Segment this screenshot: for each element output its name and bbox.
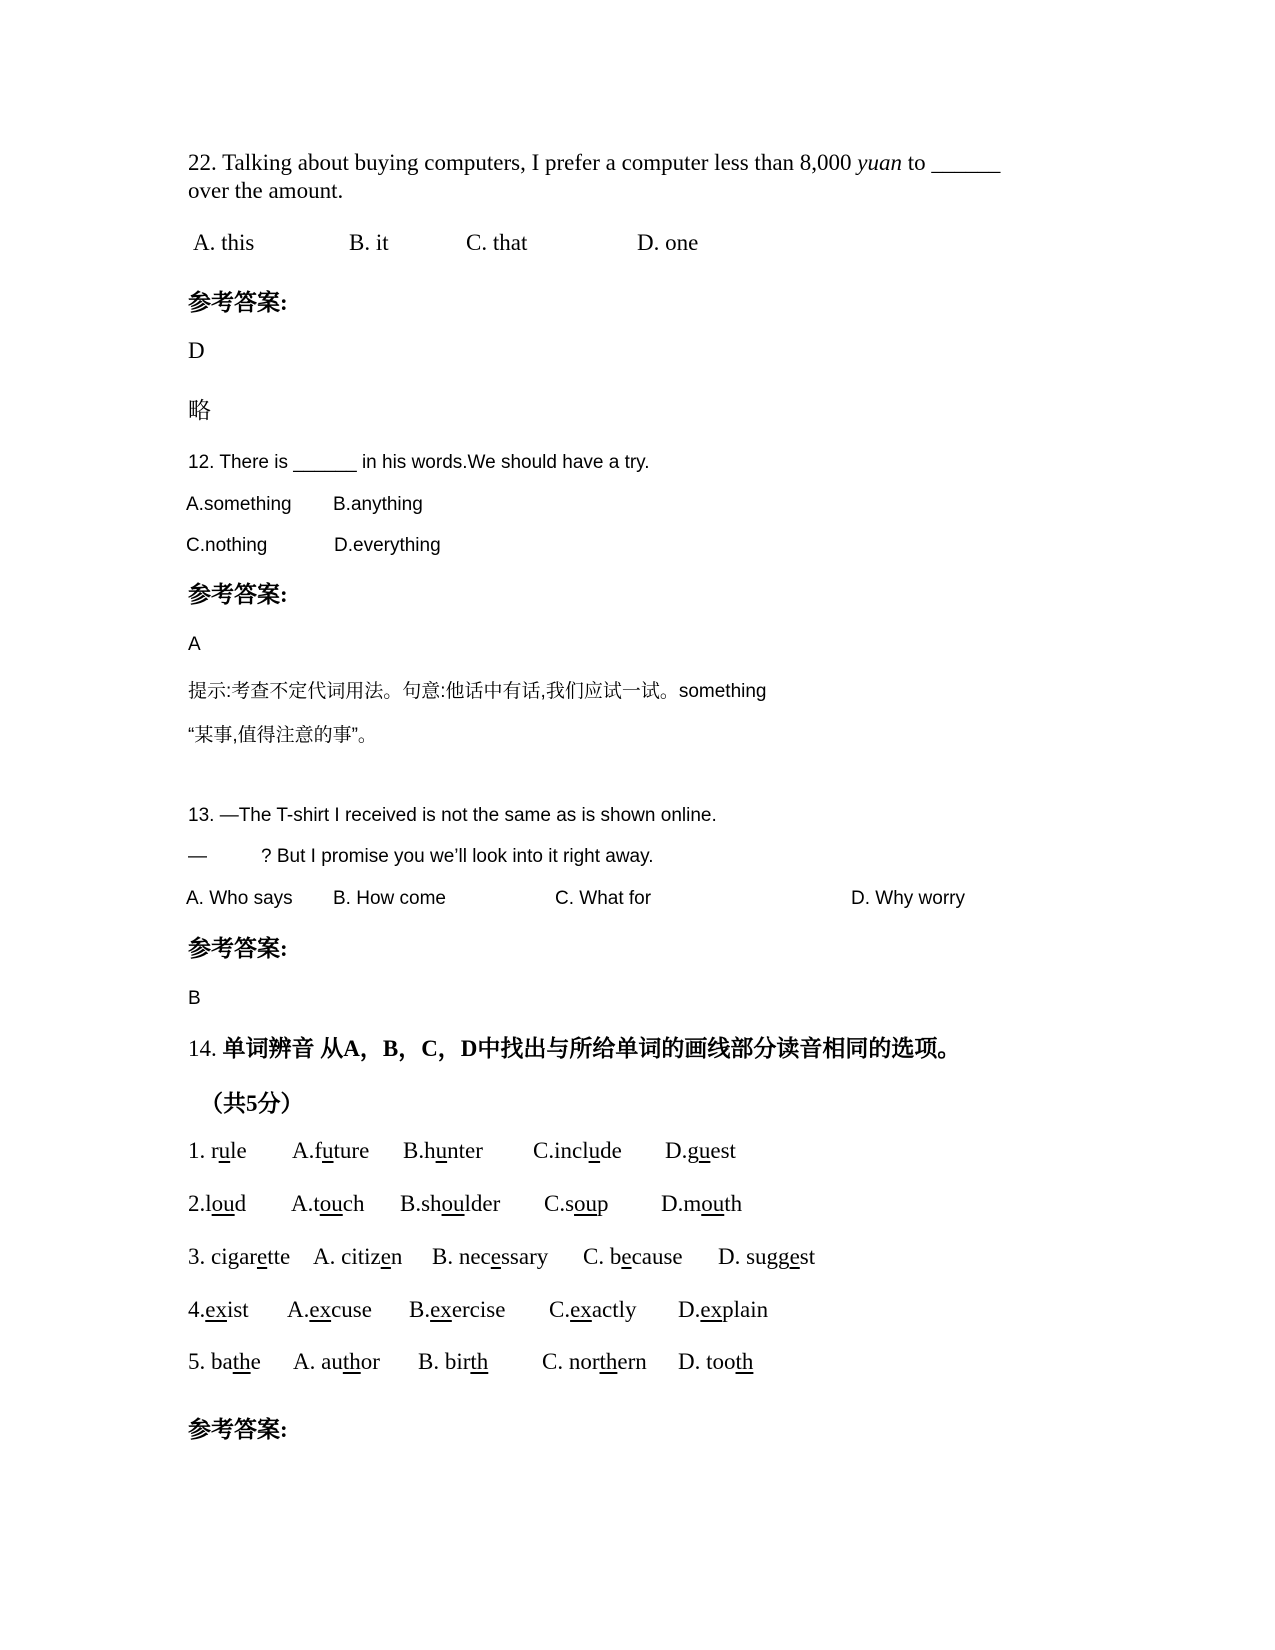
q14-word-3-option-d [718,1244,815,1270]
underlined-letters: e [621,1244,632,1269]
q12-stem-blank: ______ [293,452,357,473]
word-suffix: cause [631,1244,683,1269]
word-prefix: B. bir [418,1349,471,1374]
word-prefix: A. au [293,1349,343,1374]
underlined-letters: ex [205,1297,227,1322]
word-prefix: C.incl [533,1138,589,1163]
q14-word-5-option-d [678,1349,753,1375]
word-suffix: tte [267,1244,291,1269]
q12-stem [188,452,650,474]
underlined-letters: ou [211,1191,235,1216]
word-suffix: est [710,1138,736,1163]
q22-stem-text: 22. Talking about buying computers, I prefer a computer less than 8,000 [188,150,858,175]
word-suffix: plain [722,1297,769,1322]
q14-word-3-option-c [583,1244,683,1270]
underlined-letters: th [470,1349,489,1374]
word-suffix: de [600,1138,622,1163]
word-prefix: A.f [292,1138,323,1163]
word-prefix: 4. [188,1297,206,1322]
word-suffix: ercise [451,1297,506,1322]
q22-stem-line1 [188,150,1000,176]
q12-option-c: C.nothing [186,535,268,556]
q14-word-4-option-d [678,1297,768,1323]
underlined-letters: ou [701,1191,725,1216]
q14-word-2-option-c [544,1191,609,1217]
word-prefix: B.h [403,1138,436,1163]
q22-option-d: D. one [637,230,699,255]
q14-word-3-option-b [432,1244,548,1270]
word-suffix: nter [447,1138,483,1163]
word-suffix: ist [226,1297,249,1322]
underlined-letters: u [698,1138,711,1163]
q14-number: 14. [188,1036,223,1061]
q14-subtitle: （共5分） [200,1091,304,1116]
word-prefix: D. sugg [718,1244,790,1269]
q12-option-a: A.something [186,494,292,515]
q13-stem-line1: 13. —The T-shirt I received is not the same as is shown online. [188,805,717,826]
q14-word-2 [188,1191,246,1217]
q12-hint-line1: 提示:考查不定代词用法。句意:他话中有话,我们应试一试。something [188,681,767,702]
word-prefix: A.t [291,1191,320,1216]
q22-option-a: A. this [193,230,255,255]
q22-explanation: 略 [188,398,211,423]
word-prefix: A. [287,1297,310,1322]
word-suffix: st [799,1244,816,1269]
word-suffix: actly [591,1297,637,1322]
word-prefix: 5. ba [188,1349,233,1374]
q13-answer: B [188,988,201,1009]
word-prefix: D. too [678,1349,736,1374]
word-suffix: ch [342,1191,365,1216]
underlined-letters: ex [570,1297,592,1322]
q14-word-2-option-b [400,1191,500,1217]
q14-word-1 [188,1138,247,1164]
q14-word-5 [188,1349,261,1375]
underlined-letters: e [256,1244,268,1269]
q14-word-1-option-d [665,1138,736,1164]
word-prefix: 3. cigar [188,1244,257,1269]
q22-answer: D [188,338,205,363]
underlined-letters: ex [430,1297,452,1322]
q12-stem-rest: in his words.We should have a try. [356,452,650,473]
word-suffix: ern [617,1349,647,1374]
word-suffix: ture [333,1138,370,1163]
q14-word-3 [188,1244,290,1270]
q14-title-text: 单词辨音 从A，B，C，D中找出与所给单词的画线部分读音相同的选项。 [222,1036,961,1061]
q14-word-5-option-c [542,1349,647,1375]
word-suffix: or [360,1349,380,1374]
q13-stem-line2 [188,846,654,868]
word-prefix: D. [678,1297,701,1322]
q13-option-b: B. How come [333,888,446,909]
q22-answer-label: 参考答案: [188,290,288,315]
q14-title [188,1030,960,1063]
word-prefix: 2.l [188,1191,212,1216]
q14-word-1-option-b [403,1138,483,1164]
q14-word-2-option-a [291,1191,364,1217]
underlined-letters: e [380,1244,391,1269]
q14-answer-label: 参考答案: [188,1417,288,1442]
q12-answer-label: 参考答案: [188,582,288,607]
q14-word-5-option-b [418,1349,488,1375]
underlined-letters: th [342,1349,361,1374]
word-suffix: d [234,1191,247,1216]
q14-word-4-option-a [287,1297,372,1323]
q22-stem-italic: yuan [857,150,902,175]
q14-word-4-option-c [549,1297,637,1323]
underlined-letters: u [588,1138,601,1163]
word-suffix: lder [464,1191,501,1216]
underlined-letters: ex [700,1297,723,1322]
q14-word-4-option-b [409,1297,505,1323]
underlined-letters: ex [309,1297,332,1322]
q13-answer-label: 参考答案: [188,936,288,961]
q12-stem-text: 12. There is [188,452,294,473]
q14-word-1-option-a [292,1138,369,1164]
underlined-letters: u [435,1138,448,1163]
underlined-letters: ou [319,1191,343,1216]
q22-stem-line2: over the amount. [188,178,344,203]
word-suffix: le [230,1138,247,1163]
word-suffix: th [724,1191,743,1216]
q14-word-4 [188,1297,249,1323]
word-prefix: C.s [544,1191,575,1216]
q12-hint-line2: “某事,值得注意的事”。 [188,725,377,746]
word-suffix: p [597,1191,609,1216]
word-prefix: C. nor [542,1349,600,1374]
word-prefix: C. b [583,1244,622,1269]
q13-option-a: A. Who says [186,888,293,909]
q14-word-5-option-a [293,1349,380,1375]
word-suffix: ssary [500,1244,549,1269]
word-suffix: n [390,1244,403,1269]
q12-answer: A [188,634,201,655]
word-prefix: B.sh [400,1191,442,1216]
q22-option-c: C. that [466,230,528,255]
word-prefix: C. [549,1297,571,1322]
underlined-letters: u [322,1138,334,1163]
underlined-letters: e [490,1244,501,1269]
q14-word-3-option-a [313,1244,402,1270]
word-suffix: e [250,1349,261,1374]
word-suffix: cuse [331,1297,372,1322]
q22-option-b: B. it [349,230,389,255]
word-prefix: A. citiz [313,1244,381,1269]
q12-option-d: D.everything [334,535,441,556]
word-prefix: 1. r [188,1138,219,1163]
underlined-letters: e [789,1244,800,1269]
word-prefix: B. nec [432,1244,491,1269]
underlined-letters: u [218,1138,231,1163]
q14-word-1-option-c [533,1138,622,1164]
underlined-letters: th [599,1349,618,1374]
q13-option-d: D. Why worry [851,888,965,909]
underlined-letters: ou [441,1191,465,1216]
q13-option-c: C. What for [555,888,652,909]
word-prefix: D.g [665,1138,699,1163]
q13-dash: — [188,846,207,867]
word-prefix: B. [409,1297,431,1322]
q14-word-2-option-d [661,1191,742,1217]
underlined-letters: ou [574,1191,598,1216]
q12-option-b: B.anything [333,494,423,515]
word-prefix: D.m [661,1191,702,1216]
q22-stem-blank: to ______ [902,150,1001,175]
underlined-letters: th [735,1349,754,1374]
q13-stem-text: ? But I promise you we’ll look into it right away. [261,846,654,867]
underlined-letters: th [232,1349,251,1374]
